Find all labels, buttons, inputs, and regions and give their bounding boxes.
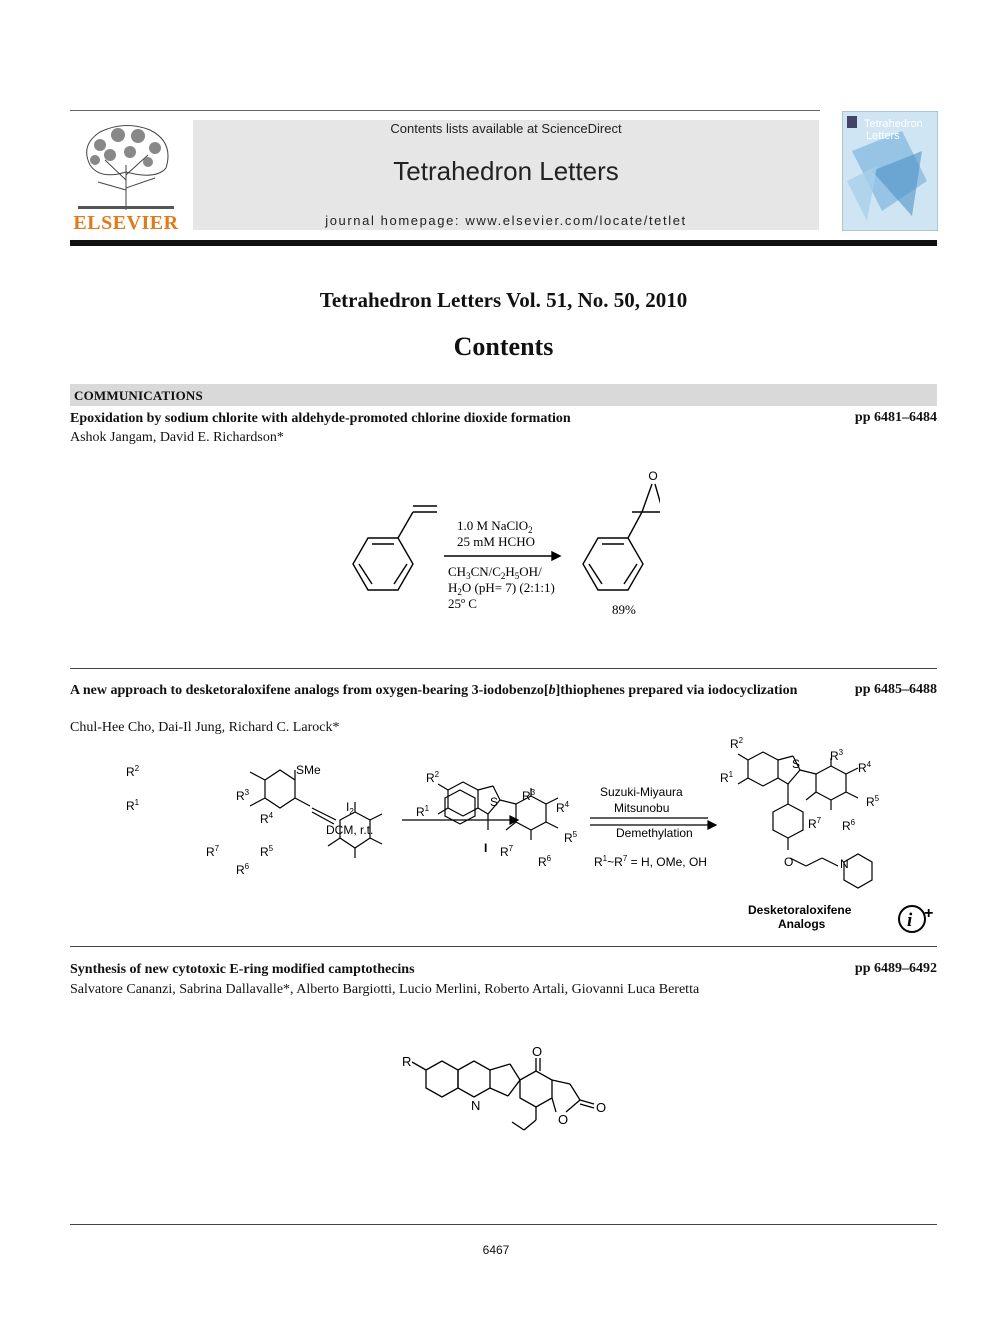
product-label-1: Desketoraloxifene [748,903,852,917]
journal-homepage[interactable]: journal homepage: www.elsevier.com/locate/tetlet [325,213,687,228]
svg-text:DCM, r.t.: DCM, r.t. [326,823,374,837]
svg-text:1.0 M NaClO2: 1.0 M NaClO$_2$ [457,518,533,535]
article-3-authors: Salvatore Cananzi, Sabrina Dallavalle*, Alberto Bargiotti, Lucio Merlini, Roberto Artali, Giovanni Luca Beretta [70,982,700,997]
article-1-scheme [320,460,660,630]
article-1-pages: pp 6481–6484 [854,410,937,425]
svg-text:R3: $R^3$ [522,788,536,803]
svg-text:I2: $I_2$ [346,800,354,816]
svg-text:N: N [471,1098,481,1113]
header-bottom-rule [70,240,937,246]
article-2-title[interactable]: A new approach to desketoraloxifene analogs from oxygen-bearing 3-iodobenzo[b]thiophenes prepared via iodocyclization [70,683,798,698]
svg-text:O: O [784,855,794,869]
article-3-scheme [398,1040,618,1160]
article-1-authors: Ashok Jangam, David E. Richardson* [70,430,284,445]
page-number: 6467 [482,1243,510,1257]
cover-title-2: Letters [866,130,900,142]
svg-text:O: O [532,1044,543,1059]
svg-text:R4: $R^4$ [556,800,570,815]
article-2-pages: pp 6485–6488 [854,682,937,697]
svg-text:R4: $R^4$ [260,811,274,826]
article-3-pages: pp 6489–6492 [854,961,937,976]
svg-text:R2: $R^2$ [126,764,140,779]
svg-text:S: S [792,757,801,771]
footer-rule [70,1224,937,1225]
availability-line[interactable]: Contents lists available at ScienceDirect [390,121,622,136]
yield: 89% [612,602,636,617]
header-top-rule [70,110,820,111]
svg-text:R6: $R^6$ [842,818,856,833]
epoxide-o: O [648,469,658,483]
svg-text:R5: $R^5$ [866,794,880,809]
journal-name: Tetrahedron Letters [393,156,619,186]
section-label: COMMUNICATIONS [74,388,203,403]
svg-text:R2: $R^2$ [730,736,744,751]
svg-text:+: + [924,905,934,922]
svg-text:R2: $R^2$ [426,770,440,785]
article-3-title[interactable]: Synthesis of new cytotoxic E-ring modified camptothecins [70,962,415,977]
svg-text:R1: $R^1$ [416,804,430,819]
svg-text:O: O [596,1100,607,1115]
svg-text:N: N [840,857,849,871]
svg-text:R4: $R^4$ [858,760,872,775]
svg-text:H2O (pH= 7) (2:1:1): $H_2O$ (pH= 7) (2:1:1) [448,580,555,597]
svg-text:S: S [490,795,499,809]
article-2-authors: Chul-Hee Cho, Dai-Il Jung, Richard C. Larock* [70,720,340,735]
svg-text:R7: $R^7$ [206,844,220,859]
svg-text:I: I [484,841,488,855]
svg-text:R5: $R^5$ [260,844,274,859]
svg-text:Mitsunobu: Mitsunobu [614,801,670,815]
svg-text:R5: $R^5$ [564,830,578,845]
svg-text:SMe: SMe [296,763,321,777]
article-2-scheme [110,728,950,938]
svg-text:Suzuki-Miyaura: Suzuki-Miyaura [600,785,683,799]
svg-text:Demethylation: Demethylation [616,826,693,840]
svg-text:R3: $R^3$ [236,788,250,803]
article-divider-1 [70,668,937,669]
svg-text:R: R [402,1054,412,1069]
svg-text:25º C: 25º C [448,596,477,611]
contents-heading: Contents [453,332,554,361]
svg-text:R1: $R^1$ [720,770,734,785]
svg-text:R7: $R^7$ [808,816,822,831]
svg-text:O: O [558,1112,569,1127]
svg-text:25 mM HCHO: 25 mM HCHO [457,534,536,549]
article-divider-2 [70,946,937,947]
svg-text:R1~R7 = H, OMe, OH: $R^1\sim R^7 = H$, OMe, OH [594,854,707,869]
svg-text:i: i [907,910,913,931]
svg-text:R3: $R^3$ [830,748,844,763]
product-label-2: Analogs [778,917,826,931]
article-1-title[interactable]: Epoxidation by sodium chlorite with aldehyde-promoted chlorine dioxide formation [70,411,571,426]
svg-text:R6: $R^6$ [538,854,552,869]
svg-text:R6: $R^6$ [236,862,250,877]
svg-text:CH3CN/C2H5OH/: $CH_3CN/C_2H_5OH/$ [448,564,542,581]
info-plus-icon[interactable] [899,905,933,932]
journal-cover-thumbnail[interactable] [842,111,938,231]
cover-title-1: Tetrahedron [864,118,923,130]
svg-text:R7: $R^7$ [500,844,514,859]
svg-text:R1: $R^1$ [126,798,140,813]
publisher-logo-text: ELSEVIER [73,212,179,234]
issue-title: Tetrahedron Letters Vol. 51, No. 50, 2010 [319,288,688,312]
